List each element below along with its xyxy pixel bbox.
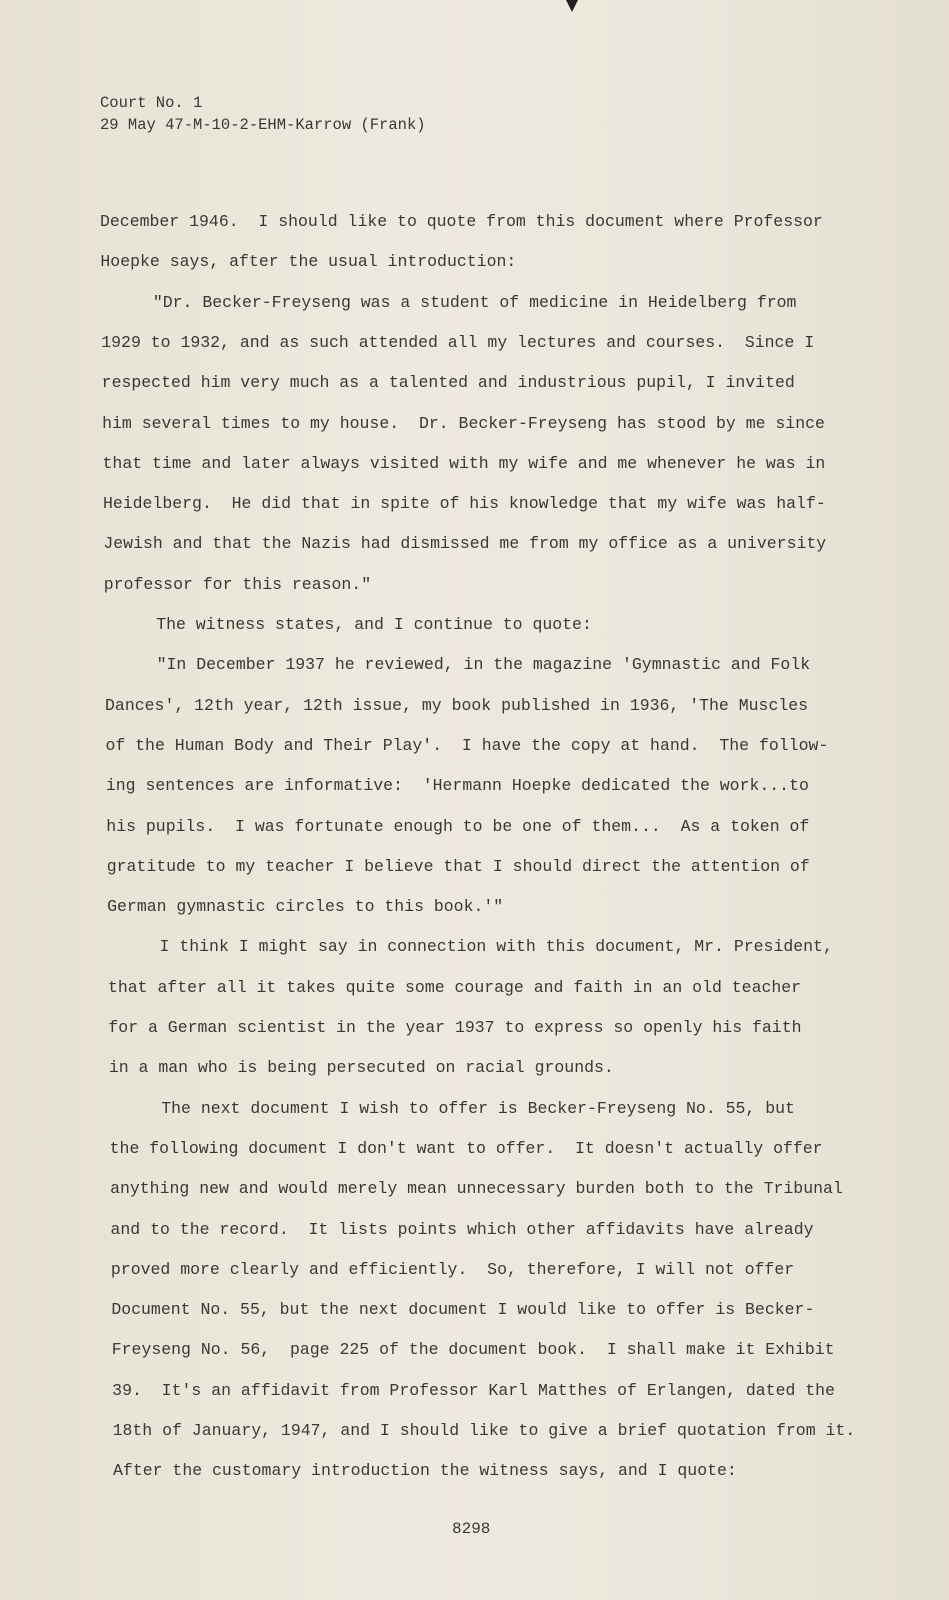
text-line: German gymnastic circles to this book.'" <box>107 897 504 917</box>
text-line: that time and later always visited with my wife and me whenever he was in <box>102 453 826 473</box>
text-line: that after all it takes quite some courage and faith in an old teacher <box>107 977 802 997</box>
text-line: anything new and would merely mean unnecessary burden both to the Tribunal <box>110 1179 843 1199</box>
text-line: "Dr. Becker-Freyseng was a student of medicine in Heidelberg from <box>152 292 797 312</box>
text-line: Jewish and that the Nazis had dismissed me from my office as a university <box>103 534 827 554</box>
text-line: respected him very much as a talented and industrious pupil, I invited <box>101 373 795 393</box>
text-line: ing sentences are informative: 'Hermann Hoepke dedicated the work...to <box>105 776 809 796</box>
text-line: of the Human Body and Their Play'. I have the copy at hand. The follow- <box>105 735 829 755</box>
text-line: Freyseng No. 56, page 225 of the document book. I shall make it Exhibit <box>111 1340 835 1360</box>
text-line: and to the record. It lists points which other affidavits have already <box>110 1219 814 1239</box>
text-line: The next document I wish to offer is Becker-Freyseng No. 55, but <box>161 1098 795 1118</box>
text-line: Heidelberg. He did that in spite of his knowledge that my wife was half- <box>102 494 826 514</box>
text-line: Document No. 55, but the next document I would like to offer is Becker- <box>111 1300 815 1320</box>
text-line: professor for this reason." <box>103 574 372 594</box>
transcript-reference: 29 May 47-M-10-2-EHM-Karrow (Frank) <box>100 116 426 134</box>
text-line: 18th of January, 1947, and I should like to give a brief quotation from it. <box>112 1421 856 1440</box>
text-line: Hoepke says, after the usual introduction: <box>100 252 517 272</box>
text-line: I think I might say in connection with this document, Mr. President, <box>159 937 833 957</box>
text-line: the following document I don't want to offer. It doesn't actually offer <box>109 1138 823 1158</box>
text-line: him several times to my house. Dr. Becker-Freyseng has stood by me since <box>102 413 825 433</box>
binding-mark <box>566 0 578 12</box>
text-line: gratitude to my teacher I believe that I should direct the attention of <box>106 856 810 876</box>
text-line: After the customary introduction the witness says, and I quote: <box>113 1461 737 1481</box>
text-line: proved more clearly and efficiently. So, therefore, I will not offer <box>110 1259 795 1279</box>
text-line: "In December 1937 he reviewed, in the magazine 'Gymnastic and Folk <box>156 655 811 675</box>
text-line: for a German scientist in the year 1937 to express so openly his faith <box>108 1018 802 1037</box>
page-number: 8298 <box>452 1520 491 1538</box>
text-line: 39. It's an affidavit from Professor Karl Matthes of Erlangen, dated the <box>112 1380 835 1400</box>
text-line: 1929 to 1932, and as such attended all my lectures and courses. Since I <box>101 332 815 352</box>
text-line: his pupils. I was fortunate enough to be one of them... As a token of <box>106 816 810 836</box>
text-line: Dances', 12th year, 12th issue, my book published in 1936, 'The Muscles <box>105 695 809 715</box>
text-line: in a man who is being persecuted on racial grounds. <box>108 1058 614 1078</box>
court-number: Court No. 1 <box>100 94 203 112</box>
text-line: December 1946. I should like to quote from this document where Professor <box>100 212 823 231</box>
text-line: The witness states, and I continue to quote: <box>156 615 592 634</box>
